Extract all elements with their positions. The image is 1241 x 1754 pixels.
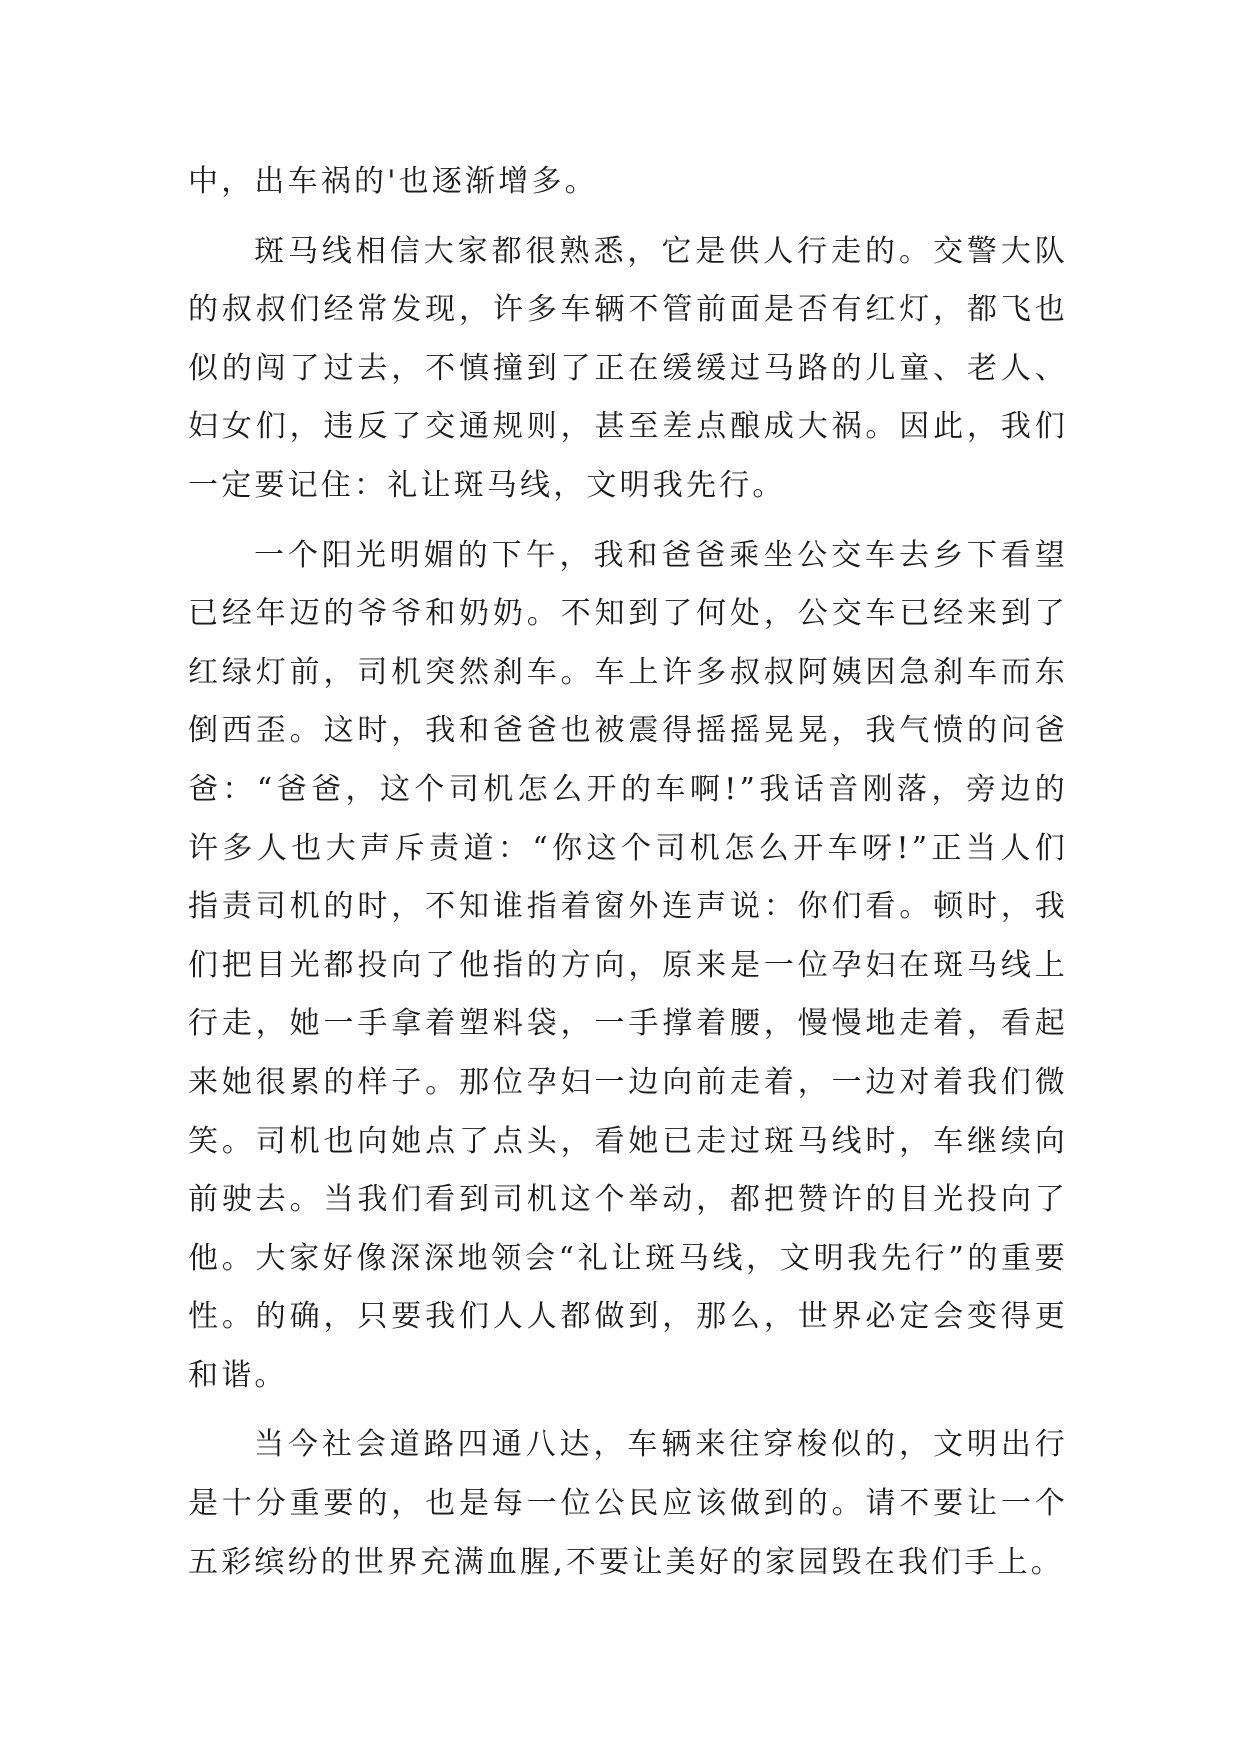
paragraph-2: 斑马线相信大家都很熟悉，它是供人行走的。交警大队的叔叔们经常发现，许多车辆不管前面是否有红灯，都飞也似的闯了过去，不慎撞到了正在缓缓过马路的儿童、老人、妇女们，违反了交通规则，甚至差点酿成大祸。因此，我们一定要记住：礼让斑马线，文明我先行。 <box>188 233 1068 503</box>
paragraph-3: 一个阳光明媚的下午，我和爸爸乘坐公交车去乡下看望已经年迈的爷爷和奶奶。不知到了何处，公交车已经来到了红绿灯前，司机突然刹车。车上许多叔叔阿姨因急刹车而东倒西歪。这时，我和爸爸也被震得摇摇晃晃，我气愤的问爸爸：“爸爸，这个司机怎么开的车啊!”我话音刚落，旁边的许多人也大声斥责道：“你这个司机怎么开车呀!”正当人们指责司机的时，不知谁指着窗外连声说：你们看。顿时，我们把目光都投向了他指的方向，原来是一位孕妇在斑马线上行走，她一手拿着塑料袋，一手撑着腰，慢慢地走着，看起来她很累的样子。那位孕妇一边向前走着，一边对着我们微笑。司机也向她点了点头，看她已走过斑马线时，车继续向前驶去。当我们看到司机这个举动，都把赞许的目光投向了他。大家好像深深地领会“礼让斑马线，文明我先行”的重要性。的确，只要我们人人都做到，那么，世界必定会变得更和谐。 <box>188 537 1068 1393</box>
paragraph-4: 当今社会道路四通八达，车辆来往穿梭似的，文明出行是十分重要的，也是每一位公民应该做到的。请不要让一个五彩缤纷的世界充满血腥,不要让美好的家园毁在我们手上。 <box>188 1427 1068 1580</box>
paragraph-1: 中，出车祸的'也逐渐增多。 <box>188 164 598 199</box>
document-body <box>188 153 1068 1603</box>
